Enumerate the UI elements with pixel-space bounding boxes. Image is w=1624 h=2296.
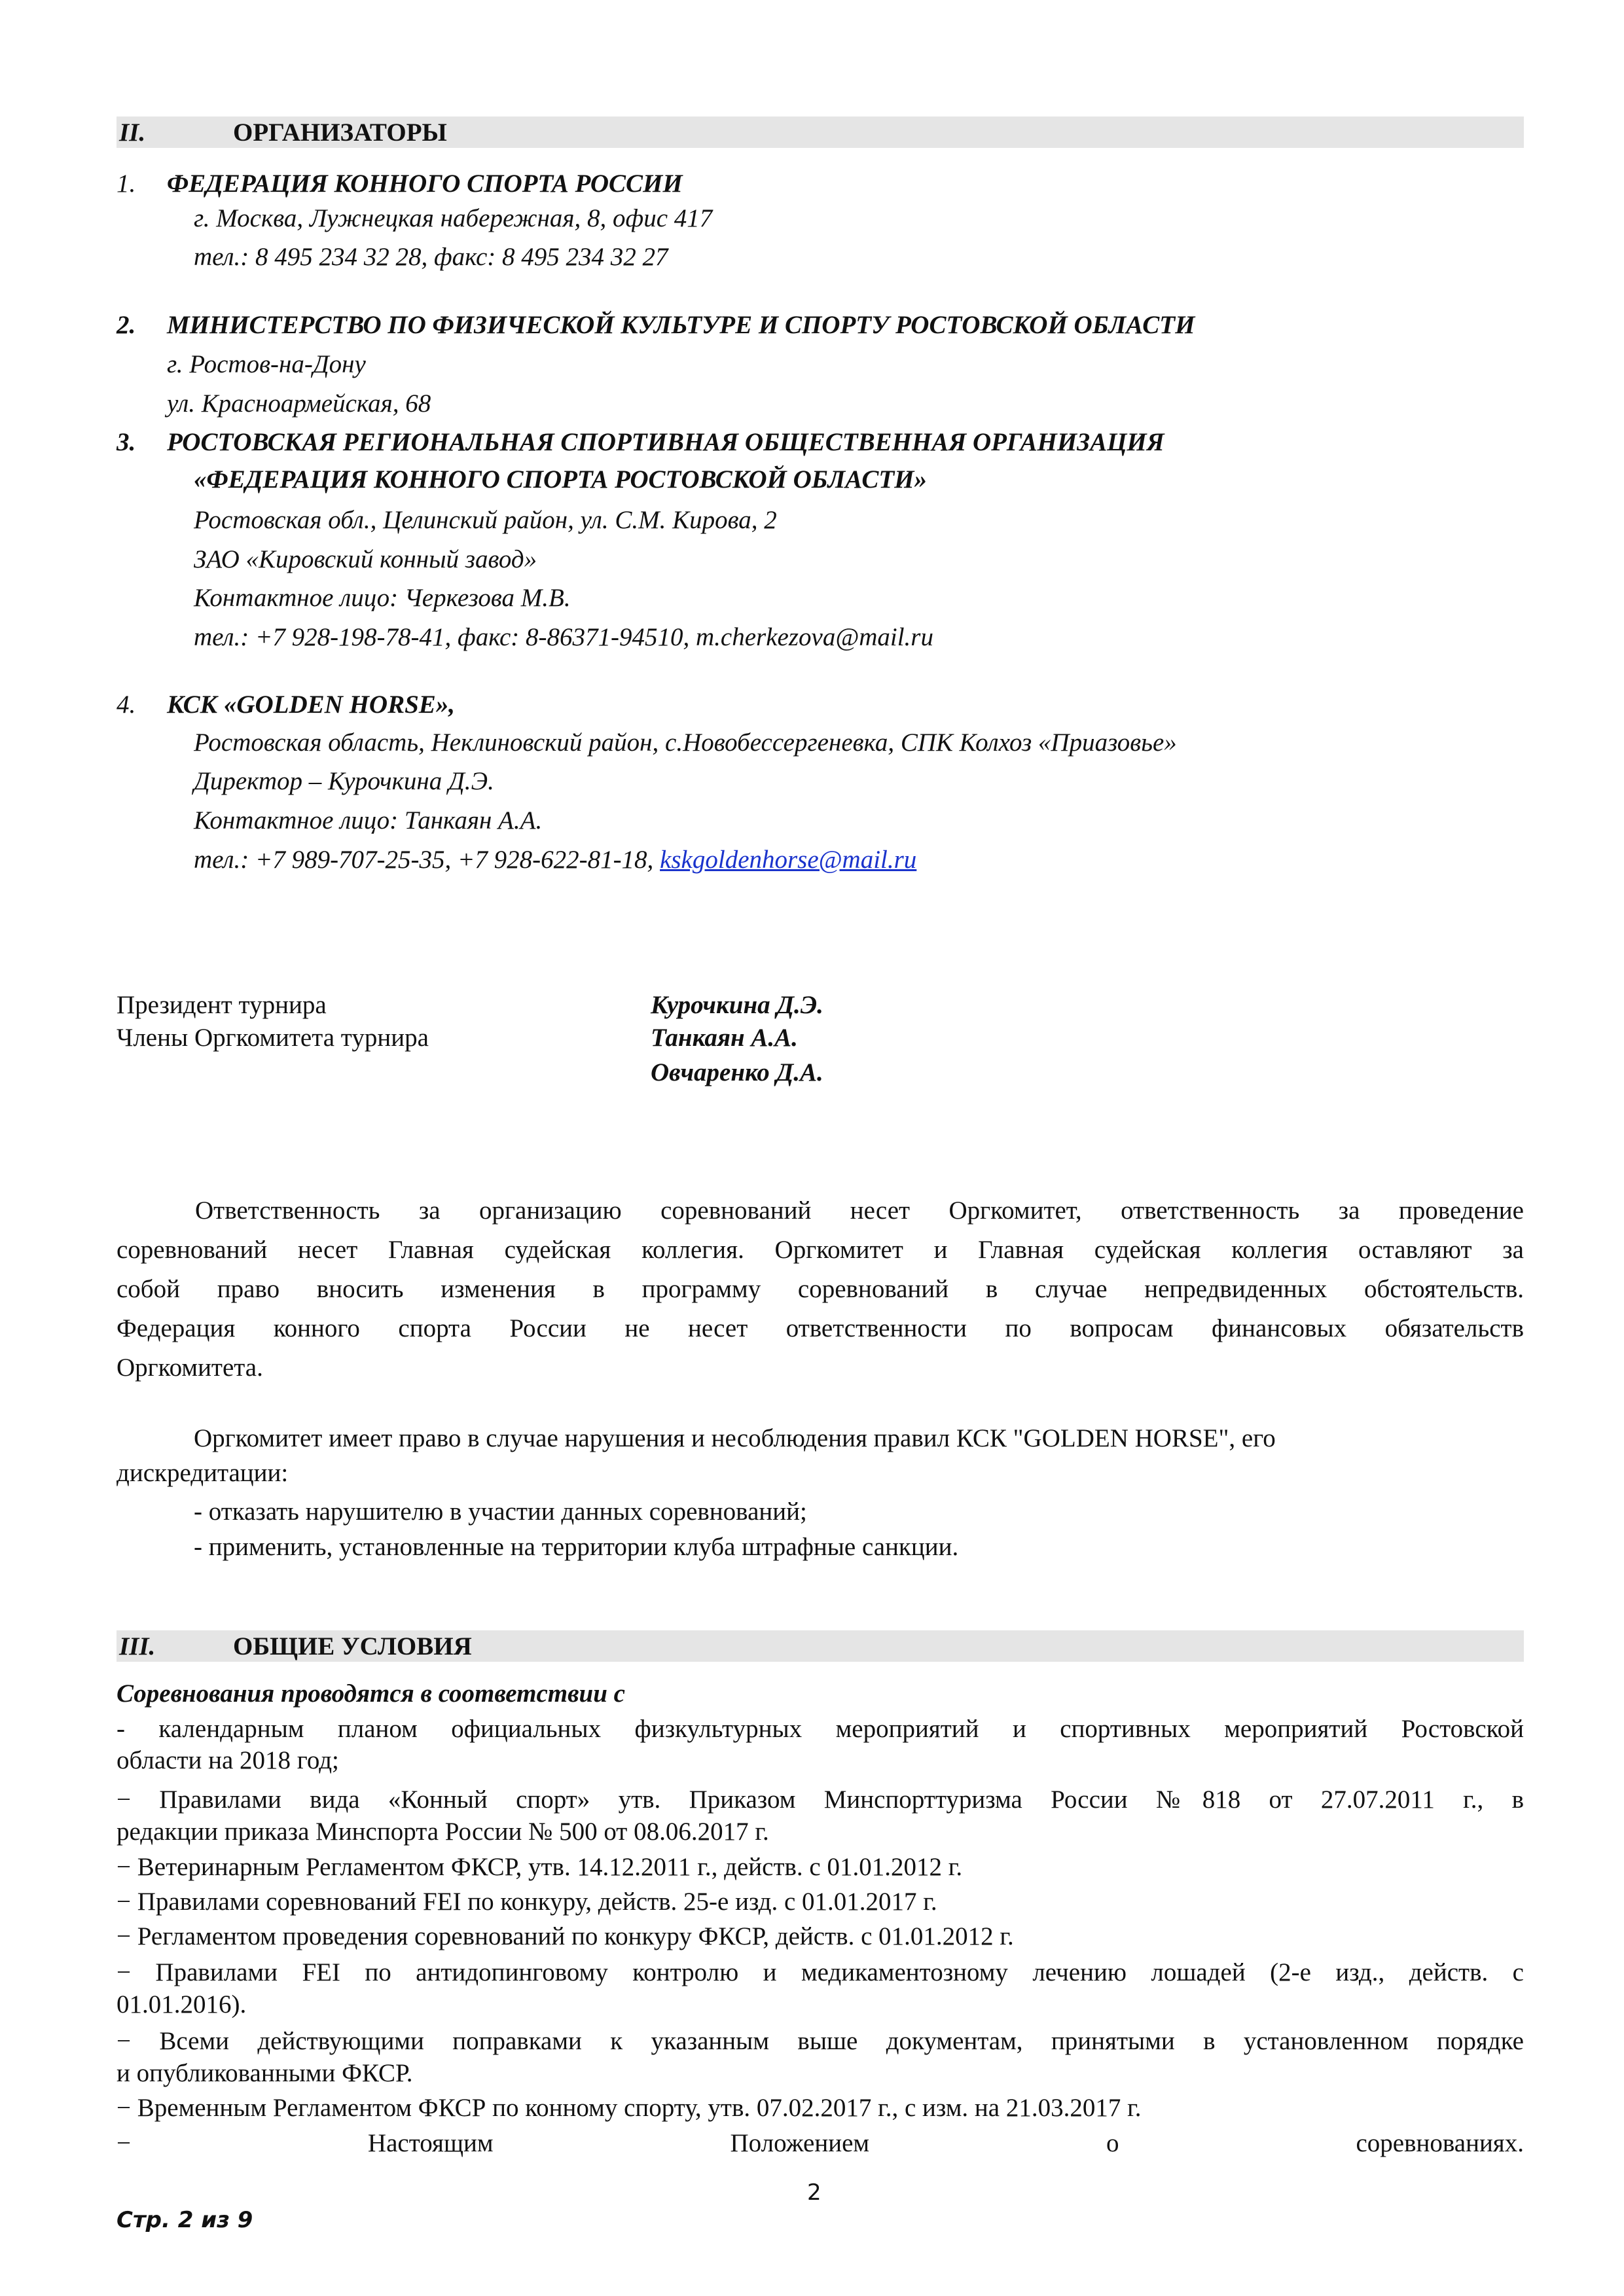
conditions-item-2-line-2: редакции приказа Минспорта России № 500 от 08.06.2017 г. (117, 1818, 769, 1846)
president-name: Курочкина Д.Э. (651, 991, 823, 1019)
responsibility-line-4: Федерация конного спорта России не несет ответственности по вопросам финансовых обязательств (117, 1314, 1524, 1342)
conditions-item-5: − Регламентом проведения соревнований по конкуру ФКСР, действ. с 01.01.2012 г. (117, 1922, 1014, 1950)
org-1-address: г. Москва, Лужнецкая набережная, 8, офис 417 (194, 204, 713, 232)
responsibility-line-3: собой право вносить изменения в программу соревнований в случае непредвиденных обстоятельств. (117, 1275, 1524, 1303)
org-3-name-line-1: РОСТОВСКАЯ РЕГИОНАЛЬНАЯ СПОРТИВНАЯ ОБЩЕСТВЕННАЯ ОРГАНИЗАЦИЯ (167, 428, 1164, 456)
page-number: 2 (807, 2179, 821, 2206)
org-4-email-link[interactable]: kskgoldenhorse@mail.ru (660, 846, 917, 874)
conditions-item-1-line-1: - календарным планом официальных физкультурных мероприятий и спортивных мероприятий Ростовской (117, 1715, 1524, 1743)
org-2-number: 2. (117, 311, 136, 339)
org-4-address: Ростовская область, Неклиновский район, с.Новобессергеневка, СПК Колхоз «Приазовье» (194, 728, 1177, 757)
conditions-item-4: − Правилами соревнований FEI по конкуру, действ. 25-е изд. с 01.01.2017 г. (117, 1888, 937, 1916)
page-label: Стр. 2 из 9 (117, 2207, 253, 2233)
org-2-city: г. Ростов-на-Дону (167, 350, 366, 378)
section-2-header (117, 117, 1524, 148)
org-3-name-line-2: «ФЕДЕРАЦИЯ КОННОГО СПОРТА РОСТОВСКОЙ ОБЛАСТИ» (194, 465, 928, 493)
members-label: Члены Оргкомитета турнира (117, 1024, 429, 1052)
org-3-address: Ростовская обл., Целинский район, ул. С.М. Кирова, 2 (194, 506, 777, 534)
org-4-contact: Контактное лицо: Танкаян А.А. (194, 806, 543, 834)
section-2-number: II. (119, 118, 146, 147)
org-3-company: ЗАО «Кировский конный завод» (194, 545, 537, 573)
org-1-name: ФЕДЕРАЦИЯ КОННОГО СПОРТА РОССИИ (167, 170, 683, 198)
conditions-item-6-line-1: − Правилами FEI по антидопинговому контролю и медикаментозному лечению лошадей (2-е изд., действ. с (117, 1958, 1524, 1986)
conditions-item-1-line-2: области на 2018 год; (117, 1746, 339, 1774)
responsibility-line-2: соревнований несет Главная судейская коллегия. Оргкомитет и Главная судейская коллегия оставляют за (117, 1236, 1524, 1264)
org-3-phone: тел.: +7 928-198-78-41, факс: 8-86371-94510, m.cherkezova@mail.ru (194, 623, 933, 651)
conditions-item-7-line-1: − Всеми действующими поправками к указанным выше документам, принятыми в установленном порядке (117, 2027, 1524, 2055)
conditions-item-7-line-2: и опубликованными ФКСР. (117, 2059, 413, 2087)
conditions-item-3: − Ветеринарным Регламентом ФКСР, утв. 14.12.2011 г., действ. с 01.01.2012 г. (117, 1853, 963, 1881)
org-4-director: Директор – Курочкина Д.Э. (194, 767, 494, 795)
president-label: Президент турнира (117, 991, 327, 1019)
section-3-title: ОБЩИЕ УСЛОВИЯ (233, 1632, 472, 1660)
org-1-phone: тел.: 8 495 234 32 28, факс: 8 495 234 32 27 (194, 243, 668, 271)
org-3-number: 3. (117, 428, 136, 456)
rights-item-1: - отказать нарушителю в участии данных соревнований; (194, 1498, 807, 1526)
rights-item-2: - применить, установленные на территории клуба штрафные санкции. (194, 1533, 959, 1561)
section-3-subtitle: Соревнования проводятся в соответствии с (117, 1679, 625, 1708)
org-2-street: ул. Красноармейская, 68 (167, 389, 431, 418)
org-2-name: МИНИСТЕРСТВО ПО ФИЗИЧЕСКОЙ КУЛЬТУРЕ И СПОРТУ РОСТОВСКОЙ ОБЛАСТИ (167, 311, 1195, 339)
org-4-name: КСК «GOLDEN HORSE», (167, 691, 456, 719)
org-4-phone: тел.: +7 989-707-25-35, +7 928-622-81-18, (194, 846, 660, 874)
rights-line-1: Оргкомитет имеет право в случае нарушения и несоблюдения правил КСК "GOLDEN HORSE", его (194, 1424, 1276, 1452)
conditions-item-8: − Временным Регламентом ФКСР по конному спорту, утв. 07.02.2017 г., с изм. на 21.03.2017 г. (117, 2094, 1142, 2122)
org-3-contact: Контактное лицо: Черкезова М.В. (194, 584, 571, 612)
org-4-number: 4. (117, 691, 136, 719)
conditions-item-9: − Настоящим Положением о соревнованиях. (117, 2129, 1524, 2157)
org-1-number: 1. (117, 170, 136, 198)
member-2-name: Овчаренко Д.А. (651, 1058, 823, 1086)
rights-line-2: дискредитации: (117, 1459, 289, 1487)
conditions-item-6-line-2: 01.01.2016). (117, 1990, 247, 2018)
section-2-title: ОРГАНИЗАТОРЫ (233, 118, 447, 147)
section-3-number: III. (119, 1632, 156, 1660)
conditions-item-2-line-1: − Правилами вида «Конный спорт» утв. Приказом Минспорттуризма России №818 от 27.07.2011 г., в (117, 1785, 1524, 1814)
responsibility-line-5: Оргкомитета. (117, 1354, 263, 1382)
responsibility-line-1: Ответственность за организацию соревнований несет Оргкомитет, ответственность за проведение (195, 1196, 1524, 1225)
member-1-name: Танкаян А.А. (651, 1024, 798, 1052)
org-4-phone-line (194, 842, 916, 878)
section-3-header (117, 1630, 1524, 1662)
